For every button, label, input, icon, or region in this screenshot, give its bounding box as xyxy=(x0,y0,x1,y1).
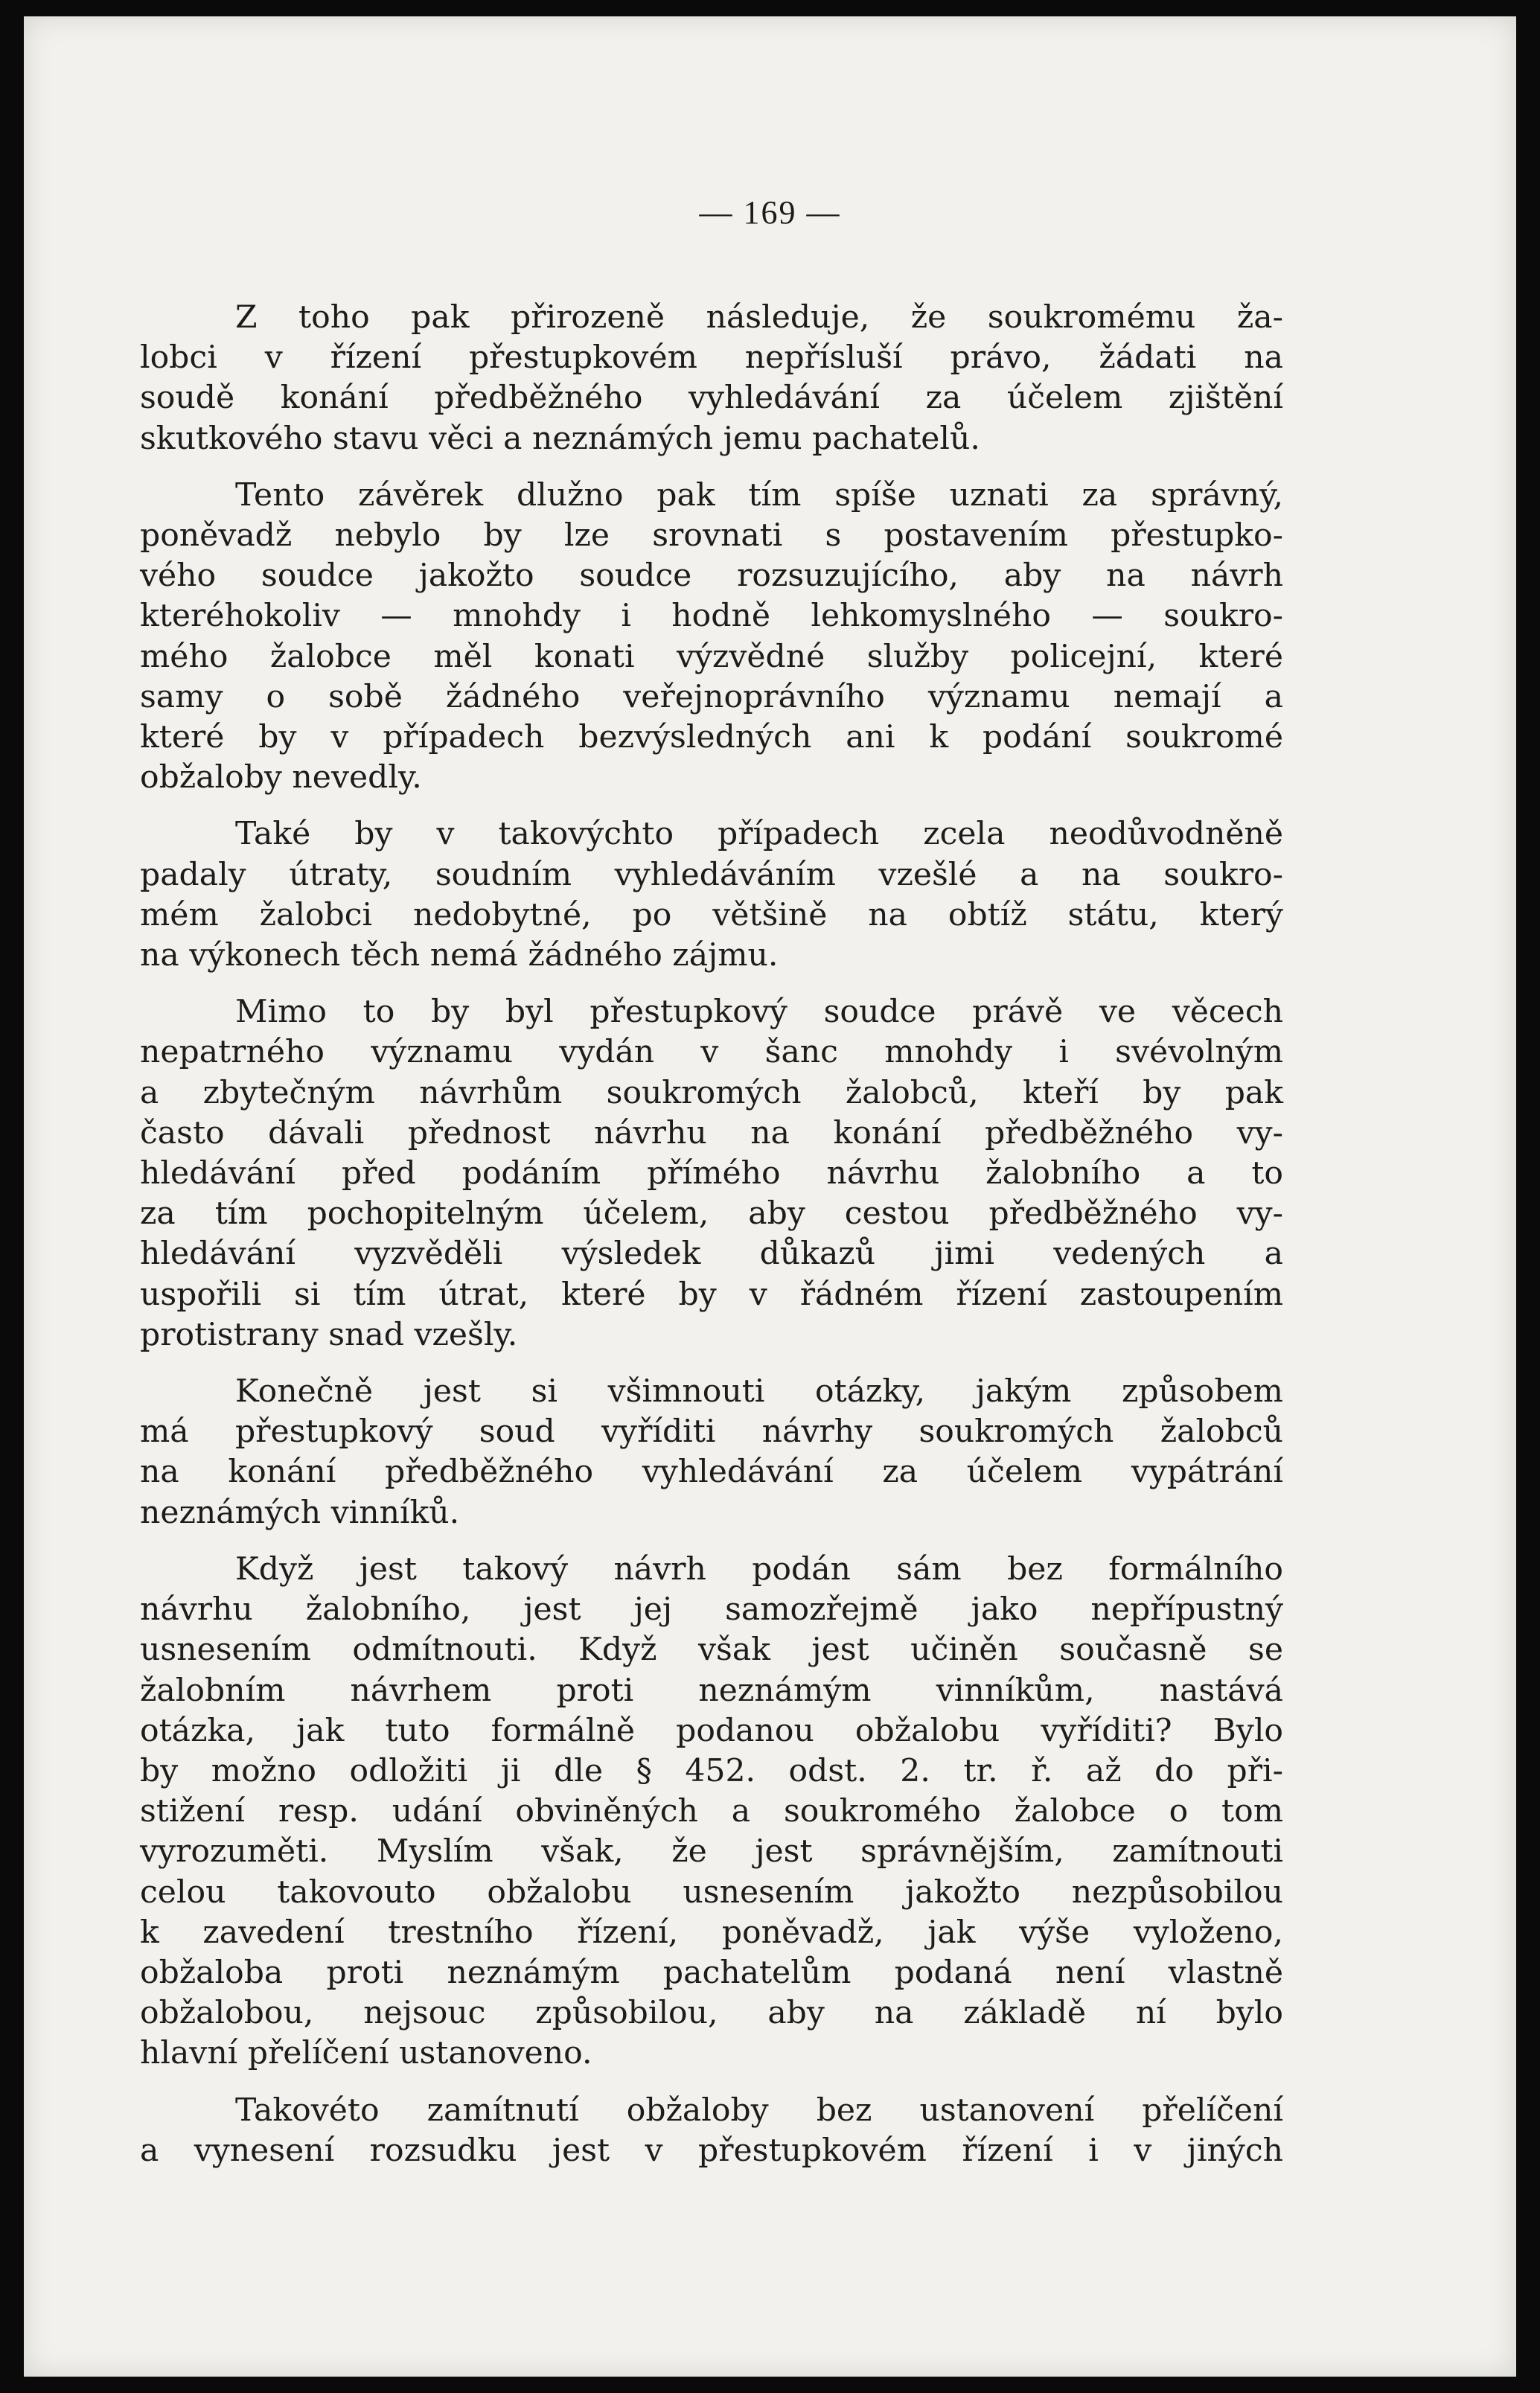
text-line: Také by v takovýchto případech zcela neodůvodněně xyxy=(235,816,1283,853)
text-line: hledávání před podáním přímého návrhu žalobního a to xyxy=(140,1155,1283,1192)
text-line: Konečně jest si všimnouti otázky, jakým způsobem xyxy=(235,1373,1283,1410)
text-line: vého soudce jakožto soudce rozsuzujícího, aby na návrh xyxy=(140,557,1283,595)
text-line: stižení resp. udání obviněných a soukromého žalobce o tom xyxy=(140,1793,1283,1830)
text-line: Když jest takový návrh podán sám bez formálního xyxy=(235,1550,1283,1588)
text-line: obžaloba proti neznámým pachatelům podaná není vlastně xyxy=(140,1954,1283,1991)
text-line: skutkového stavu věci a neznámých jemu pachatelů. xyxy=(140,420,980,457)
text-line: celou takovouto obžalobu usnesením jakožto nezpůsobilou xyxy=(140,1873,1283,1911)
text-line: Tento závěrek dlužno pak tím spíše uznati za správný, xyxy=(235,476,1283,514)
text-line: hledávání vyzvěděli výsledek důkazů jimi vedených a xyxy=(140,1236,1283,1273)
text-line: otázka, jak tuto formálně podanou obžalobu vyříditi? Bylo xyxy=(140,1712,1283,1749)
text-line: kteréhokoliv — mnohdy i hodně lehkomyslného — soukro- xyxy=(140,598,1283,635)
text-line: neznámých vinníků. xyxy=(140,1494,460,1531)
text-line: soudě konání předběžného vyhledávání za účelem zjištění xyxy=(140,380,1283,417)
text-line: padaly útraty, soudním vyhledáváním vzešlé a na soukro- xyxy=(140,856,1283,893)
text-line: protistrany snad vzešly. xyxy=(140,1316,518,1353)
text-line: usnesením odmítnouti. Když však jest učiněn současně se xyxy=(140,1632,1283,1669)
text-line: Z toho pak přirozeně následuje, že soukromému ža- xyxy=(235,299,1283,336)
text-line: Mimo to by byl přestupkový soudce právě ve věcech xyxy=(235,994,1283,1031)
text-line: obžaloby nevedly. xyxy=(140,759,422,796)
text-line: návrhu žalobního, jest jej samozřejmě jako nepřípustný xyxy=(140,1591,1283,1629)
text-line: a zbytečným návrhům soukromých žalobců, kteří by pak xyxy=(140,1074,1283,1111)
text-line: obžalobou, nejsouc způsobilou, aby na základě ní bylo xyxy=(140,1995,1283,2032)
text-line: často dávali přednost návrhu na konání předběžného vy- xyxy=(140,1114,1283,1151)
page-number: — 169 — xyxy=(699,194,841,231)
text-line: za tím pochopitelným účelem, aby cestou předběžného vy- xyxy=(140,1195,1283,1233)
text-line: vyrozuměti. Myslím však, že jest správnějším, zamítnouti xyxy=(140,1833,1283,1870)
text-line: mém žalobci nedobytné, po většině na obtíž státu, který xyxy=(140,896,1283,933)
text-line: hlavní přelíčení ustanoveno. xyxy=(140,2035,592,2072)
paragraph xyxy=(140,1372,1283,1533)
text-line: které by v případech bezvýsledných ani k podání soukromé xyxy=(140,719,1283,756)
text-line: Takovéto zamítnutí obžaloby bez ustanovení přelíčení xyxy=(235,2092,1283,2129)
text-line: samy o sobě žádného veřejnoprávního významu nemají a xyxy=(140,678,1283,715)
scanned-page xyxy=(24,16,1516,2377)
text-line: na výkonech těch nemá žádného zájmu. xyxy=(140,937,779,974)
text-line: žalobním návrhem proti neznámým vinníkům, nastává xyxy=(140,1672,1283,1709)
text-line: má přestupkový soud vyříditi návrhy soukromých žalobců xyxy=(140,1413,1283,1451)
paragraph xyxy=(140,298,1283,459)
body-text xyxy=(140,298,1283,2171)
paragraph xyxy=(140,992,1283,1355)
text-line: poněvadž nebylo by lze srovnati s postavením přestupko- xyxy=(140,517,1283,555)
text-line: mého žalobce měl konati výzvědné služby policejní, které xyxy=(140,638,1283,675)
paragraph xyxy=(140,2091,1283,2171)
text-line: uspořili si tím útrat, které by v řádném řízení zastoupením xyxy=(140,1276,1283,1313)
text-line: lobci v řízení přestupkovém nepřísluší právo, žádati na xyxy=(140,339,1283,377)
paragraph xyxy=(140,1550,1283,2074)
text-line: nepatrného významu vydán v šanc mnohdy i svévolným xyxy=(140,1034,1283,1071)
text-line: k zavedení trestního řízení, poněvadž, jak výše vyloženo, xyxy=(140,1914,1283,1951)
text-line: na konání předběžného vyhledávání za účelem vypátrání xyxy=(140,1454,1283,1491)
text-line: by možno odložiti ji dle § 452. odst. 2. tr. ř. až do při- xyxy=(140,1752,1283,1789)
paragraph xyxy=(140,814,1283,976)
paragraph xyxy=(140,476,1283,799)
text-line: a vynesení rozsudku jest v přestupkovém řízení i v jiných xyxy=(140,2132,1283,2169)
